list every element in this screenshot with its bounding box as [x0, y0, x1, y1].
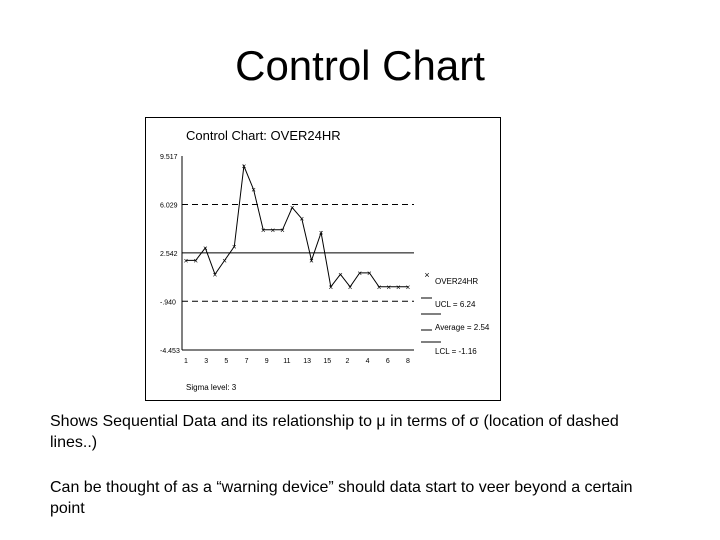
data-point-marker: × [299, 214, 305, 224]
legend-lcl-label: LCL = -1.16 [435, 347, 477, 356]
data-point-marker: × [231, 242, 237, 252]
y-tick-label: -4.453 [160, 348, 180, 355]
data-point-marker: × [357, 268, 363, 278]
data-point-marker: × [260, 225, 266, 235]
data-point-marker: × [212, 270, 218, 280]
data-point-marker: × [183, 256, 189, 266]
x-tick-label: 9 [264, 358, 269, 365]
caption-warning-device: Can be thought of as a “warning device” should data start to veer beyond a certain point [50, 479, 633, 517]
x-tick-label: 15 [323, 358, 332, 365]
data-point-marker: × [193, 256, 198, 266]
chart-title: Control Chart: OVER24HR [186, 128, 341, 143]
data-point-marker: × [289, 203, 295, 213]
data-point-marker: × [338, 270, 343, 280]
data-point-marker: × [309, 256, 314, 266]
data-point-marker: × [386, 282, 392, 292]
y-tick-label: 9.517 [160, 154, 178, 161]
data-point-marker: × [222, 256, 227, 266]
caption-sequential-data: Shows Sequential Data and its relationship to μ in terms of σ (location of dashed lines..) [50, 413, 619, 451]
legend-ucl-label: UCL = 6.24 [435, 300, 476, 309]
x-tick-label: 1 [184, 358, 188, 365]
control-chart-svg [146, 118, 500, 400]
data-point-marker: × [396, 282, 401, 292]
y-tick-label: -.940 [160, 299, 176, 307]
data-point-marker: × [251, 185, 256, 195]
data-point-marker: × [376, 282, 382, 292]
slide-title: Control Chart [235, 42, 485, 89]
legend-series-label: OVER24HR [435, 277, 479, 286]
data-point-marker: × [270, 225, 276, 235]
x-tick-label: 5 [224, 358, 229, 365]
data-point-marker: × [347, 282, 353, 292]
y-tick-label: 2.542 [160, 251, 178, 258]
data-point-marker: × [367, 268, 372, 278]
x-tick-label: 13 [303, 358, 311, 365]
x-tick-label: 2 [345, 358, 350, 365]
sigma-level-note: Sigma level: 3 [186, 383, 237, 392]
x-tick-label: 8 [406, 358, 410, 365]
x-tick-label: 6 [385, 358, 390, 365]
control-chart [145, 117, 501, 401]
data-point-marker: × [280, 225, 285, 235]
legend-series-marker: × [424, 270, 430, 280]
data-point-marker: × [328, 282, 334, 292]
x-tick-label: 7 [244, 358, 249, 365]
x-tick-label: 3 [204, 358, 209, 365]
data-point-marker: × [318, 228, 324, 238]
x-tick-label: 11 [283, 358, 291, 365]
data-point-marker: × [241, 161, 247, 171]
data-point-marker: × [202, 243, 208, 253]
data-point-marker: × [405, 282, 411, 292]
chart-legend [421, 270, 490, 356]
y-tick-label: 6.029 [160, 202, 178, 210]
legend-average-label: Average = 2.54 [435, 323, 490, 332]
x-tick-label: 4 [365, 358, 370, 365]
series-line [183, 166, 408, 287]
